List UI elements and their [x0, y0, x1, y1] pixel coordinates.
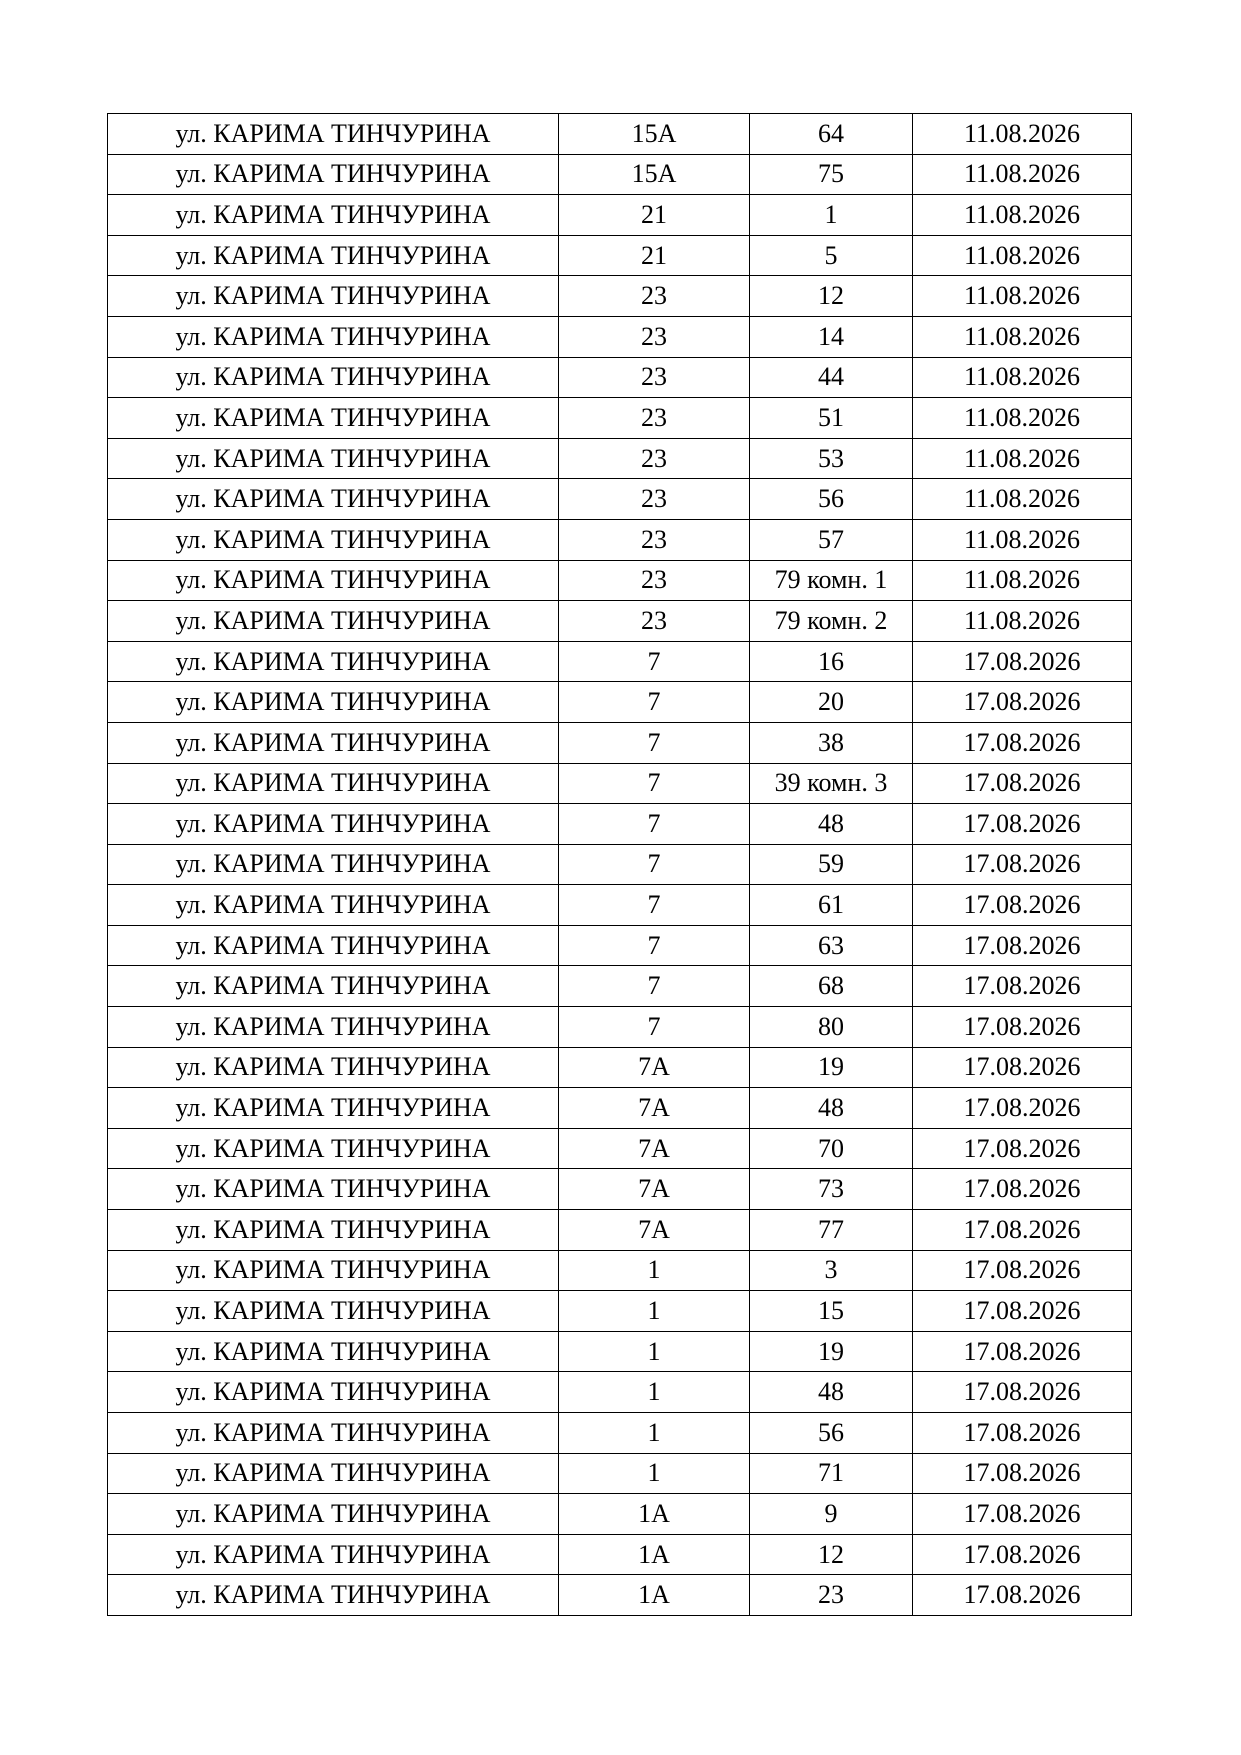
street-cell: ул. КАРИМА ТИНЧУРИНА — [108, 1047, 559, 1088]
table-row — [108, 925, 1132, 966]
date-cell: 11.08.2026 — [913, 357, 1132, 398]
table-row — [108, 1494, 1132, 1535]
table-row — [108, 195, 1132, 236]
apartment-cell: 3 — [750, 1250, 913, 1291]
apartment-cell: 20 — [750, 682, 913, 723]
date-cell: 11.08.2026 — [913, 560, 1132, 601]
table-row — [108, 601, 1132, 642]
apartment-cell: 44 — [750, 357, 913, 398]
apartment-cell: 77 — [750, 1210, 913, 1251]
date-cell: 17.08.2026 — [913, 1128, 1132, 1169]
house-number-cell: 7А — [559, 1128, 750, 1169]
house-number-cell: 15А — [559, 114, 750, 155]
table-row — [108, 682, 1132, 723]
table-row — [108, 276, 1132, 317]
date-cell: 17.08.2026 — [913, 1372, 1132, 1413]
apartment-cell: 16 — [750, 641, 913, 682]
street-cell: ул. КАРИМА ТИНЧУРИНА — [108, 276, 559, 317]
street-cell: ул. КАРИМА ТИНЧУРИНА — [108, 1413, 559, 1454]
address-table — [107, 113, 1132, 1616]
table-row — [108, 1128, 1132, 1169]
street-cell: ул. КАРИМА ТИНЧУРИНА — [108, 1575, 559, 1616]
apartment-cell: 80 — [750, 1007, 913, 1048]
street-cell: ул. КАРИМА ТИНЧУРИНА — [108, 479, 559, 520]
house-number-cell: 7 — [559, 763, 750, 804]
table-row — [108, 235, 1132, 276]
street-cell: ул. КАРИМА ТИНЧУРИНА — [108, 1372, 559, 1413]
house-number-cell: 1А — [559, 1575, 750, 1616]
date-cell: 17.08.2026 — [913, 804, 1132, 845]
house-number-cell: 7 — [559, 722, 750, 763]
date-cell: 17.08.2026 — [913, 1291, 1132, 1332]
apartment-cell: 70 — [750, 1128, 913, 1169]
table-row — [108, 1047, 1132, 1088]
date-cell: 17.08.2026 — [913, 1210, 1132, 1251]
street-cell: ул. КАРИМА ТИНЧУРИНА — [108, 641, 559, 682]
table-row — [108, 1413, 1132, 1454]
street-cell: ул. КАРИМА ТИНЧУРИНА — [108, 722, 559, 763]
date-cell: 17.08.2026 — [913, 1575, 1132, 1616]
date-cell: 17.08.2026 — [913, 966, 1132, 1007]
table-row — [108, 316, 1132, 357]
table-row — [108, 1169, 1132, 1210]
apartment-cell: 1 — [750, 195, 913, 236]
date-cell: 17.08.2026 — [913, 1088, 1132, 1129]
house-number-cell: 1 — [559, 1331, 750, 1372]
apartment-cell: 23 — [750, 1575, 913, 1616]
table-row — [108, 1250, 1132, 1291]
house-number-cell: 15А — [559, 154, 750, 195]
apartment-cell: 53 — [750, 438, 913, 479]
apartment-cell: 68 — [750, 966, 913, 1007]
apartment-cell: 79 комн. 2 — [750, 601, 913, 642]
date-cell: 11.08.2026 — [913, 114, 1132, 155]
street-cell: ул. КАРИМА ТИНЧУРИНА — [108, 1331, 559, 1372]
apartment-cell: 5 — [750, 235, 913, 276]
apartment-cell: 39 комн. 3 — [750, 763, 913, 804]
table-row — [108, 398, 1132, 439]
table-row — [108, 804, 1132, 845]
street-cell: ул. КАРИМА ТИНЧУРИНА — [108, 844, 559, 885]
house-number-cell: 23 — [559, 479, 750, 520]
street-cell: ул. КАРИМА ТИНЧУРИНА — [108, 560, 559, 601]
house-number-cell: 1 — [559, 1453, 750, 1494]
street-cell: ул. КАРИМА ТИНЧУРИНА — [108, 925, 559, 966]
date-cell: 17.08.2026 — [913, 844, 1132, 885]
table-row — [108, 1088, 1132, 1129]
date-cell: 17.08.2026 — [913, 1169, 1132, 1210]
street-cell: ул. КАРИМА ТИНЧУРИНА — [108, 235, 559, 276]
date-cell: 17.08.2026 — [913, 682, 1132, 723]
apartment-cell: 9 — [750, 1494, 913, 1535]
apartment-cell: 48 — [750, 1372, 913, 1413]
date-cell: 17.08.2026 — [913, 641, 1132, 682]
date-cell: 17.08.2026 — [913, 925, 1132, 966]
document-page — [107, 113, 1131, 1616]
date-cell: 11.08.2026 — [913, 601, 1132, 642]
date-cell: 11.08.2026 — [913, 195, 1132, 236]
table-row — [108, 1210, 1132, 1251]
house-number-cell: 23 — [559, 357, 750, 398]
date-cell: 11.08.2026 — [913, 479, 1132, 520]
street-cell: ул. КАРИМА ТИНЧУРИНА — [108, 1494, 559, 1535]
apartment-cell: 12 — [750, 1534, 913, 1575]
date-cell: 17.08.2026 — [913, 1453, 1132, 1494]
street-cell: ул. КАРИМА ТИНЧУРИНА — [108, 316, 559, 357]
table-row — [108, 966, 1132, 1007]
date-cell: 17.08.2026 — [913, 1007, 1132, 1048]
house-number-cell: 23 — [559, 398, 750, 439]
apartment-cell: 57 — [750, 519, 913, 560]
apartment-cell: 71 — [750, 1453, 913, 1494]
house-number-cell: 1А — [559, 1494, 750, 1535]
table-row — [108, 519, 1132, 560]
date-cell: 17.08.2026 — [913, 1331, 1132, 1372]
house-number-cell: 23 — [559, 519, 750, 560]
house-number-cell: 1 — [559, 1372, 750, 1413]
house-number-cell: 1 — [559, 1413, 750, 1454]
house-number-cell: 7 — [559, 682, 750, 723]
street-cell: ул. КАРИМА ТИНЧУРИНА — [108, 1453, 559, 1494]
date-cell: 17.08.2026 — [913, 722, 1132, 763]
street-cell: ул. КАРИМА ТИНЧУРИНА — [108, 1128, 559, 1169]
apartment-cell: 64 — [750, 114, 913, 155]
table-row — [108, 357, 1132, 398]
apartment-cell: 75 — [750, 154, 913, 195]
house-number-cell: 23 — [559, 316, 750, 357]
house-number-cell: 23 — [559, 438, 750, 479]
house-number-cell: 1 — [559, 1250, 750, 1291]
street-cell: ул. КАРИМА ТИНЧУРИНА — [108, 1534, 559, 1575]
apartment-cell: 48 — [750, 804, 913, 845]
house-number-cell: 21 — [559, 235, 750, 276]
street-cell: ул. КАРИМА ТИНЧУРИНА — [108, 114, 559, 155]
apartment-cell: 56 — [750, 479, 913, 520]
street-cell: ул. КАРИМА ТИНЧУРИНА — [108, 438, 559, 479]
street-cell: ул. КАРИМА ТИНЧУРИНА — [108, 885, 559, 926]
date-cell: 17.08.2026 — [913, 1494, 1132, 1535]
table-row — [108, 479, 1132, 520]
street-cell: ул. КАРИМА ТИНЧУРИНА — [108, 1210, 559, 1251]
street-cell: ул. КАРИМА ТИНЧУРИНА — [108, 357, 559, 398]
house-number-cell: 7А — [559, 1047, 750, 1088]
house-number-cell: 7 — [559, 925, 750, 966]
house-number-cell: 1А — [559, 1534, 750, 1575]
apartment-cell: 12 — [750, 276, 913, 317]
street-cell: ул. КАРИМА ТИНЧУРИНА — [108, 398, 559, 439]
table-row — [108, 1575, 1132, 1616]
table-row — [108, 438, 1132, 479]
date-cell: 11.08.2026 — [913, 398, 1132, 439]
house-number-cell: 7 — [559, 1007, 750, 1048]
date-cell: 17.08.2026 — [913, 763, 1132, 804]
apartment-cell: 61 — [750, 885, 913, 926]
street-cell: ул. КАРИМА ТИНЧУРИНА — [108, 966, 559, 1007]
house-number-cell: 7 — [559, 641, 750, 682]
table-row — [108, 1453, 1132, 1494]
table-row — [108, 560, 1132, 601]
apartment-cell: 59 — [750, 844, 913, 885]
house-number-cell: 7А — [559, 1088, 750, 1129]
street-cell: ул. КАРИМА ТИНЧУРИНА — [108, 804, 559, 845]
apartment-cell: 51 — [750, 398, 913, 439]
house-number-cell: 7А — [559, 1210, 750, 1251]
table-row — [108, 114, 1132, 155]
table-row — [108, 1291, 1132, 1332]
street-cell: ул. КАРИМА ТИНЧУРИНА — [108, 195, 559, 236]
house-number-cell: 1 — [559, 1291, 750, 1332]
table-row — [108, 641, 1132, 682]
apartment-cell: 15 — [750, 1291, 913, 1332]
house-number-cell: 23 — [559, 560, 750, 601]
date-cell: 11.08.2026 — [913, 154, 1132, 195]
house-number-cell: 7 — [559, 804, 750, 845]
apartment-cell: 14 — [750, 316, 913, 357]
street-cell: ул. КАРИМА ТИНЧУРИНА — [108, 1250, 559, 1291]
date-cell: 11.08.2026 — [913, 438, 1132, 479]
house-number-cell: 7А — [559, 1169, 750, 1210]
table-row — [108, 885, 1132, 926]
apartment-cell: 19 — [750, 1047, 913, 1088]
date-cell: 17.08.2026 — [913, 1534, 1132, 1575]
street-cell: ул. КАРИМА ТИНЧУРИНА — [108, 1088, 559, 1129]
table-row — [108, 1534, 1132, 1575]
address-table-body — [108, 114, 1132, 1616]
date-cell: 17.08.2026 — [913, 885, 1132, 926]
street-cell: ул. КАРИМА ТИНЧУРИНА — [108, 154, 559, 195]
table-row — [108, 763, 1132, 804]
date-cell: 11.08.2026 — [913, 235, 1132, 276]
date-cell: 11.08.2026 — [913, 276, 1132, 317]
apartment-cell: 38 — [750, 722, 913, 763]
street-cell: ул. КАРИМА ТИНЧУРИНА — [108, 601, 559, 642]
street-cell: ул. КАРИМА ТИНЧУРИНА — [108, 519, 559, 560]
table-row — [108, 722, 1132, 763]
house-number-cell: 7 — [559, 885, 750, 926]
house-number-cell: 7 — [559, 966, 750, 1007]
table-row — [108, 1007, 1132, 1048]
apartment-cell: 56 — [750, 1413, 913, 1454]
house-number-cell: 23 — [559, 601, 750, 642]
table-row — [108, 1331, 1132, 1372]
street-cell: ул. КАРИМА ТИНЧУРИНА — [108, 1169, 559, 1210]
table-row — [108, 154, 1132, 195]
date-cell: 17.08.2026 — [913, 1413, 1132, 1454]
apartment-cell: 48 — [750, 1088, 913, 1129]
apartment-cell: 19 — [750, 1331, 913, 1372]
house-number-cell: 7 — [559, 844, 750, 885]
table-row — [108, 1372, 1132, 1413]
street-cell: ул. КАРИМА ТИНЧУРИНА — [108, 682, 559, 723]
date-cell: 11.08.2026 — [913, 316, 1132, 357]
apartment-cell: 73 — [750, 1169, 913, 1210]
house-number-cell: 23 — [559, 276, 750, 317]
date-cell: 17.08.2026 — [913, 1250, 1132, 1291]
apartment-cell: 79 комн. 1 — [750, 560, 913, 601]
street-cell: ул. КАРИМА ТИНЧУРИНА — [108, 1007, 559, 1048]
table-row — [108, 844, 1132, 885]
apartment-cell: 63 — [750, 925, 913, 966]
street-cell: ул. КАРИМА ТИНЧУРИНА — [108, 1291, 559, 1332]
house-number-cell: 21 — [559, 195, 750, 236]
date-cell: 17.08.2026 — [913, 1047, 1132, 1088]
date-cell: 11.08.2026 — [913, 519, 1132, 560]
street-cell: ул. КАРИМА ТИНЧУРИНА — [108, 763, 559, 804]
